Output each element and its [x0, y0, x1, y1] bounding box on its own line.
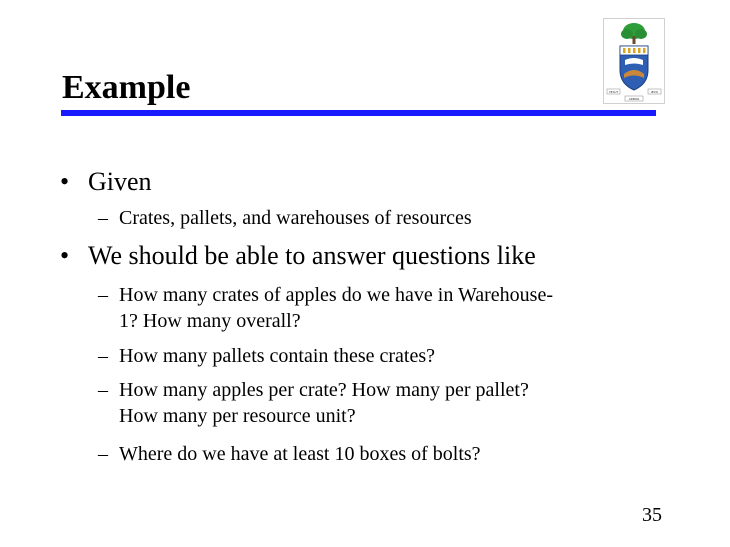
sub-bullet-line: 1? How many overall? — [119, 310, 301, 332]
slide-title: Example — [62, 69, 191, 106]
sub-bullet-text: How many pallets contain these crates? — [119, 345, 435, 367]
svg-text:ARBOR: ARBOR — [628, 97, 640, 101]
sub-bullet-text — [119, 377, 649, 429]
shield-icon — [620, 46, 648, 90]
sub-bullet-line: How many apples per crate? How many per pallet? — [119, 379, 529, 401]
sub-bullet-line: How many per resource unit? — [119, 405, 356, 427]
bullet-text: Given — [88, 167, 152, 196]
sub-bullet-text — [119, 282, 649, 334]
sub-bullet-marker: – — [98, 345, 108, 367]
title-underline — [61, 110, 656, 116]
bullet-text: We should be able to answer questions like — [88, 241, 536, 270]
svg-text:VELUT: VELUT — [608, 90, 619, 94]
sub-bullet-marker: – — [98, 443, 108, 465]
page-number: 35 — [642, 504, 662, 526]
sub-bullet-marker: – — [98, 207, 108, 229]
sub-bullet-marker: – — [98, 379, 108, 401]
sub-bullet-line: How many crates of apples do we have in Warehouse- — [119, 284, 553, 306]
bullet-marker: • — [60, 167, 70, 196]
sub-bullet-marker: – — [98, 284, 108, 306]
sub-bullet-text: Where do we have at least 10 boxes of bolts? — [119, 443, 481, 465]
bullet-marker: • — [60, 241, 70, 270]
university-crest-icon — [603, 18, 665, 104]
sub-bullet-text: Crates, pallets, and warehouses of resources — [119, 207, 472, 229]
svg-text:ÆVO: ÆVO — [650, 90, 659, 94]
